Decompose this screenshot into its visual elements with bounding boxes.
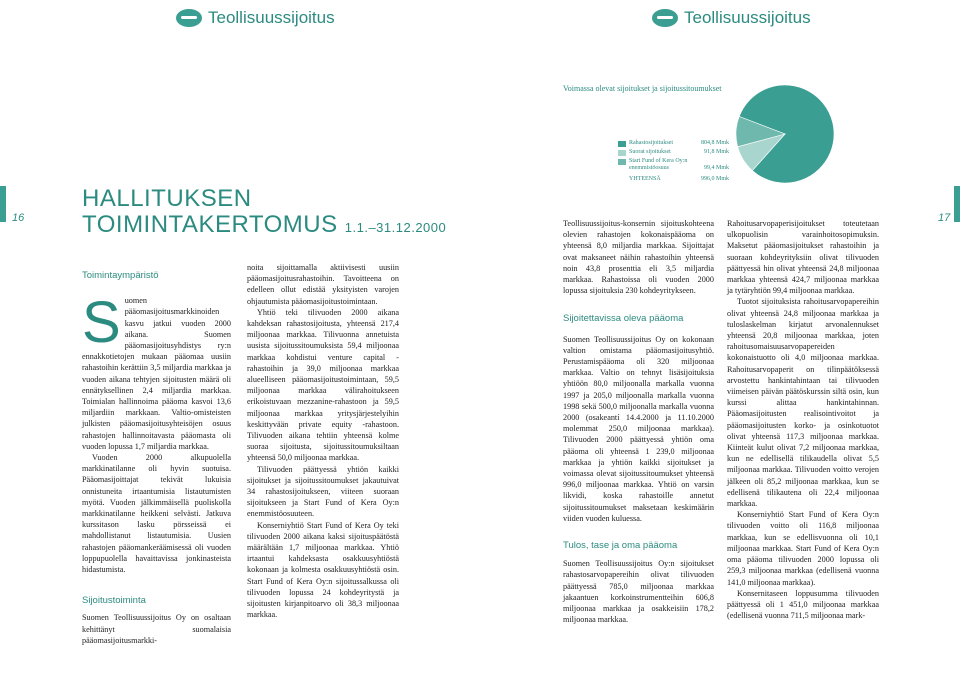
page-number-left: 16: [12, 212, 25, 224]
section-title: Toimintaympäristö: [82, 270, 159, 281]
title-date: 1.1.–31.12.2000: [344, 220, 447, 235]
drop-cap: S: [82, 290, 121, 356]
brand-name: Teollisuussijoitus: [208, 8, 335, 27]
paragraph: Tuotot sijoituksista rahoitusarvopapereihin olivat yhteensä 24,8 miljoonaa markkaa ja tuloslaskelman kirjatut arvonalennukset yhteensä 20,8 miljoonaa markkaa, joten rahoitusomaisuusarvopapereiden kokonaistuotto oli 4,0 miljoonaa markkaa. Rahoitusarvopaperit on tilinpäätöksessä arvostettu hankintahintaan tai tilivuoden viimeisen päivän päätöskurssin siltä osin, kun kurssi alittaa hankintahinnan. Pääomasijoitusten realisointivoitot ja pääomasijoitusten korko- ja osinkotuotot olivat yhteensä 117,3 miljoonaa markkaa. Kiinteät kulut olivat 7,2 miljoonaa markkaa, kun ne edellisellä tilikaudella olivat 5,5 miljoonaa markkaa. Tilivuoden voitto verojen jälkeen oli 85,2 miljoonaa markkaa, kun se edellisenä tilikautena oli 22,4 miljoonaa markkaa.: [727, 297, 879, 509]
brand-logo-icon: [652, 9, 678, 27]
paragraph: Konserniyhtiö Start Fund of Kera Oy:n tilivuoden voitto oli 116,8 miljoonaa markkaa, kun se edellisvuonna oli 10,1 miljoonaa markkaa. Start Fund of Kera Oy:n oma pääoma tilivuoden 2000 lopussa oli 259,3 miljoonaa markkaa (edellisenä vuonna 141,0 miljoonaa markkaa).: [727, 510, 879, 587]
paragraph: noita sijoittamalla aktiivisesti uusiin pääomasijoitusrahastoihin. Tavoitteena on edelleen ollut edistää yksityisten varojen ohjautumista pääomasijoitustoimintaan.: [247, 263, 399, 306]
paragraph: Teollisuussijoitus-konsernin sijoituskohteena olevien rahastojen kokonaispääoma on yhteensä 8,0 miljardia markkaa. Sijoittajat ovat maksaneet näihin rahastoihin yhteensä noin 43,8 prosenttia eli 3,5 miljardia markkaa. Rahastoissa oli vuoden 2000 lopussa sijoituksia 230 kohdeyritykseen.: [563, 219, 714, 296]
legend-row: [618, 158, 729, 176]
legend-value: 91,8 Mmk: [703, 149, 729, 155]
legend-row: [618, 149, 729, 158]
title-line-2: [82, 212, 446, 241]
section-title: Tulos, tase ja oma pääoma: [563, 540, 678, 552]
legend-label: Suorat sijoitukset: [629, 149, 671, 155]
legend-value: 804,8 Mmk: [700, 140, 729, 146]
legend-row: [618, 140, 729, 149]
text-column-3: [563, 218, 714, 626]
paragraph: Tilivuoden päättyessä yhtiön kaikki sijoitukset ja sijoitussitoumukset jakautuivat 34 rahastosijoitukseen, viiteen suoraan sijoitukseen ja Start Fund of Kera Oy:n enemmistöosuuteen.: [247, 464, 399, 519]
legend-total-label: YHTEENSÄ: [629, 176, 661, 182]
brand-header-right: [652, 8, 811, 28]
text-column-1: [82, 270, 231, 646]
legend-total-row: [618, 176, 729, 185]
paragraph: Yhtiö teki tilivuoden 2000 aikana kahdeksan rahastosijoitusta, yhteensä 217,4 miljoonaa markkaa. Tilivuonna annetuista uusista sijoitussitoumuksista 59,4 miljoonaa markkaa kohdistui venture capital -rahastoihin ja 39,0 miljoonaa markkaa alueelliseen pääomasijoitustoimintaan, 59,5 miljoonaa markkaa välirahoitukseen erikoistuvaan mezzanine-rahastoon ja 59,5 miljoonaa markkaa yritysjärjestelyihin keskittyvään private equity -rahastoon. Tilivuoden aikana tehtiin yhteensä kolme suoraa sijoitusta, sijoitussitoumuksiltaan yhteensä 50,0 miljoonaa markkaa.: [247, 307, 399, 463]
title-line-1: HALLITUKSEN: [82, 185, 252, 212]
chart-legend: [618, 140, 729, 185]
page-title: [82, 186, 446, 241]
left-edge-bar: [0, 186, 6, 222]
title-main: TOIMINTAKERTOMUS: [82, 211, 338, 238]
legend-total-value: 996,0 Mmk: [700, 176, 729, 182]
section-title: Sijoitustoiminta: [82, 595, 146, 607]
text-column-2: [247, 262, 399, 621]
legend-swatch: [618, 159, 626, 165]
paragraph-with-dropcap: [82, 290, 231, 452]
legend-swatch: [618, 141, 626, 147]
paragraph: Rahoitusarvopaperisijoitukset toteutetaan ulkopuolisin varainhoitosopimuksin. Maksetut pääomasijoitukset rahastoihin ja suoraan kohdeyrityksiin olivat tilivuoden päättyessä hin olivat yhteensä 24,8 miljoonaa markkaa yhteensä 424,7 miljoonaa markkaa ja tytäryhtiön 99,4 miljoonaa markkaa.: [727, 219, 879, 296]
legend-label: Rahastosijoitukset: [629, 140, 673, 146]
paragraph: Vuoden 2000 alkupuolella markkinatilanne oli hyvin suotuisa. Pääomasijoittajat tekivät lukuisia onnistuneita irtaantumisia listautumisten myötä. Vuoden jälkimmäisellä puoliskolla markkinatilanne heikkeni selvästi. Jatkuva kurssitason lasku pörsseissä ei mahdollistanut listautumisia. Uusien rahastojen pääomankeräämisessä oli vuoden loppupuolella havaittavissa jonkinasteista hidastumista.: [82, 453, 231, 575]
right-edge-bar: [954, 186, 960, 222]
brand-logo-icon: [176, 9, 202, 27]
paragraph: Suomen Teollisuussijoitus Oy on kokonaan valtion omistama pääomasijoitusyhtiö. Perustamispääoma oli 320 miljoonaa markkaa. Valtio on tehnyt lisäsijoituksia yhtiöön 80,0 miljoonalla markalla vuonna 1997 ja 205,0 miljoonalla markalla vuonna 1998 sekä 500,0 miljoonalla markalla vuonna 2000 (osakeantí 14.4.2000 ja 11.10.2000 molemmat 250,0 miljoonaa markkaa). Tilivuoden 2000 päättyessä yhtiön oma pääoma oli yhteensä 1 239,0 miljoonaa markkaa ja yhtiön kaikki sijoitukset ja voimassa olevat sijoitussitoumukset yhteensä 996,0 miljoonaa markkaa. Yhtiö on varsin likvidi, koska rahastoille annetut sijoitussitoumukset maksetaan keskimäärin viiden vuoden kuluessa.: [563, 334, 714, 523]
paragraph: Suomen Teollisuussijoitus Oy:n sijoitukset rahastosarvopapereihin olivat tilivuoden päättyessä 785,0 miljoonaa markkaa jakaantuen korkoinstrumentteihin 606,8 miljoonaa markkaa ja osakkeisiin 178,2 miljoonaa markkaa.: [563, 559, 714, 625]
paragraph: Konsernitaseen loppusumma tilivuoden päättyessä oli 1 451,0 miljoonaa markkaa (edellisenä vuonna 711,5 miljoonaa mark-: [727, 588, 879, 621]
paragraph: Konserniyhtiö Start Fund of Kera Oy teki tilivuoden 2000 aikana kaksi sijoituspäätöstä määrältään 1,7 miljoonaa markkaa. Yhtiö irtaantui kahdeksasta osakkuusyhtiöstä kokonaan ja kolmesta osakkuusyhtiöstä osin. Start Fund of Kera Oy:n sijoitussalkussa oli tilivuoden lopussa 24 kohdeyritystä ja sijoitusten kirjanpitoarvo oli 38,3 miljoonaa markkaa.: [247, 520, 399, 620]
legend-value: 99,4 Mmk: [703, 165, 729, 171]
pie-chart: [735, 84, 835, 184]
legend-label: Start Fund of Kera Oy:n enemmistöosuus: [629, 158, 688, 171]
chart-caption: Voimassa olevat sijoitukset ja sijoitussitoumukset: [563, 84, 722, 93]
paragraph: uomen pääomasijoitusmarkkinoiden kasvu jatkui vuoden 2000 aikana. Suomen pääomasijoitusyhdistys ry:n ennakkotietojen mukaan pääomaa uusiin rahastoihin kerättiin 3,5 miljardia markkaa ja vuoden aikana tehtyjen sijoitusten määrä oli ennätyksellinen 2,4 miljardia markkaa. Toimialan hallinnoima pääoma kasvoi 13,6 miljardiin markkaan. Valtio-omisteisten julkisten pääomasijoitusyhteisöjen osuus rahastojen hallinnoitavasta pääomasta oli vuoden lopussa 1,7 miljardia markkaa.: [82, 296, 231, 451]
page-number-right: 17: [938, 212, 951, 224]
text-column-4: [727, 218, 879, 621]
brand-header-left: [176, 8, 335, 28]
section-title: Sijoitettavissa oleva pääoma: [563, 313, 684, 325]
brand-name: Teollisuussijoitus: [684, 8, 811, 27]
legend-swatch: [618, 150, 626, 156]
paragraph: Suomen Teollisuussijoitus Oy on osaltaan kehittänyt suomalaisia pääomasijoitusmarkki-: [82, 613, 231, 645]
